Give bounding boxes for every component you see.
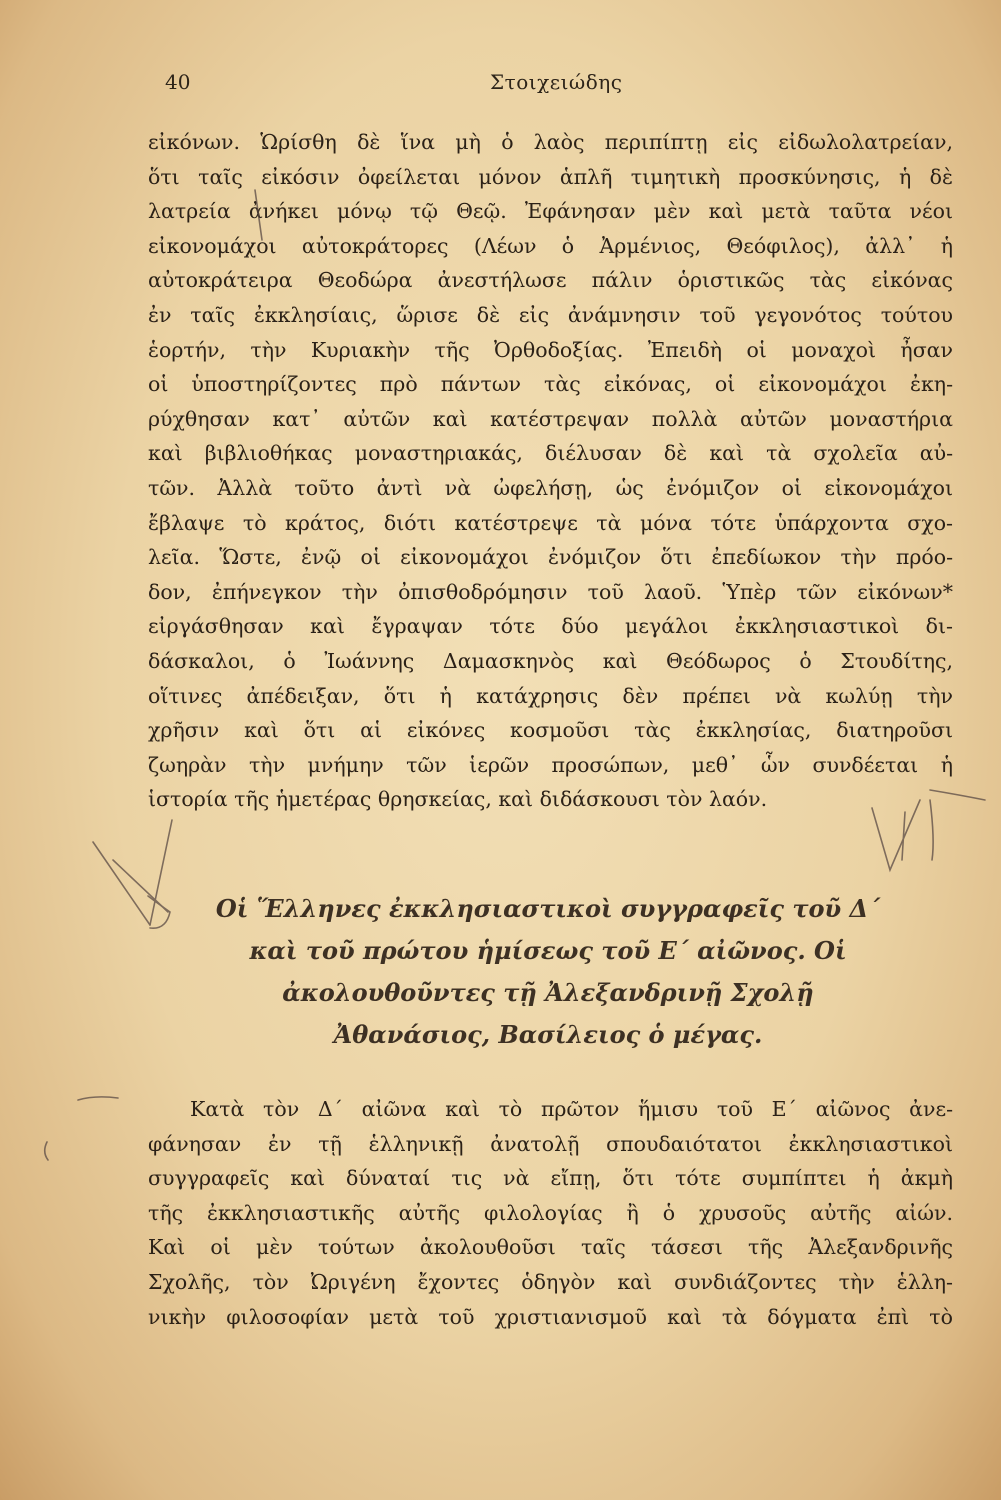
margin-pencil-stroke <box>148 896 170 928</box>
text-line: ρύχθησαν κατ᾿ αὐτῶν καὶ κατέστρεψαν πολλὰ αὐτῶν μοναστήρια <box>148 406 953 431</box>
text-line: λατρεία ἀνήκει μόνῳ τῷ Θεῷ. Ἐφάνησαν μὲν καὶ μετὰ ταῦτα νέοι <box>148 199 953 224</box>
text-line: νικὴν φιλοσοφίαν μετὰ τοῦ χριστιανισμοῦ καὶ τὰ δόγματα ἐπὶ τὸ <box>148 1304 953 1329</box>
text-line: φάνησαν ἐν τῇ ἑλληνικῇ ἀνατολῇ σπουδαιότατοι ἐκκλησιαστικοὶ <box>148 1131 953 1156</box>
running-title: Στοιχειώδης <box>490 70 623 94</box>
margin-pencil-stroke <box>93 842 150 925</box>
text-line: εἰκονομάχοι αὐτοκράτορες (Λέων ὁ Ἀρμένιος, Θεόφιλος), ἀλλ᾿ ἡ <box>148 233 953 258</box>
body-paragraph-1 <box>148 125 953 817</box>
heading-line: ἀκολουθοῦντες τῇ Ἀλεξανδρινῇ Σχολῇ <box>282 978 814 1007</box>
text-line: δάσκαλοι, ὁ Ἰωάννης Δαμασκηνὸς καὶ Θεόδωρος ὁ Στουδίτης, <box>148 648 953 673</box>
text-line: οἵτινες ἀπέδειξαν, ὅτι ἡ κατάχρησις δὲν πρέπει νὰ κωλύῃ τὴν <box>148 683 953 708</box>
text-line: ἑορτήν, τὴν Κυριακὴν τῆς Ὀρθοδοξίας. Ἐπειδὴ οἱ μοναχοὶ ἦσαν <box>148 337 953 362</box>
text-line: Σχολῆς, τὸν Ὠριγένη ἔχοντες ὁδηγὸν καὶ συνδιάζοντες τὴν ἑλλη- <box>148 1269 953 1294</box>
text-line: Κατὰ τὸν Δ΄ αἰῶνα καὶ τὸ πρῶτον ἥμισυ τοῦ Ε΄ αἰῶνος ἀνε- <box>190 1097 953 1121</box>
text-line: εἰργάσθησαν καὶ ἔγραψαν τότε δύο μεγάλοι ἐκκλησιαστικοὶ δι- <box>148 614 953 639</box>
text-line: χρῆσιν καὶ ὅτι αἱ εἰκόνες κοσμοῦσι τὰς ἐκκλησίας, διατηροῦσι <box>148 718 953 743</box>
margin-pencil-stroke <box>902 812 905 860</box>
page-number: 40 <box>165 70 191 94</box>
body-paragraph-2 <box>148 1092 953 1334</box>
text-line: τῶν. Ἀλλὰ τοῦτο ἀντὶ νὰ ὠφελήσῃ, ὡς ἐνόμιζον οἱ εἰκονομάχοι <box>148 475 953 500</box>
text-line: ἱστορία τῆς ἡμετέρας θρησκείας, καὶ διδάσκουσι τὸν λαόν. <box>148 787 768 812</box>
heading-line: Ἀθανάσιος, Βασίλειος ὁ μέγας. <box>333 1020 763 1049</box>
text-line: Καὶ οἱ μὲν τούτων ἀκολουθοῦσι ταῖς τάσεσι τῆς Ἀλεξανδρινῆς <box>148 1235 953 1260</box>
section-heading <box>168 888 928 1056</box>
text-line: αὐτοκράτειρα Θεοδώρα ἀνεστήλωσε πάλιν ὁριστικῶς τὰς εἰκόνας <box>148 268 953 293</box>
text-line: ζωηρὰν τὴν μνήμην τῶν ἱερῶν προσώπων, μεθ᾿ ὧν συνδέεται ἡ <box>148 752 953 777</box>
text-line: τῆς ἐκκλησιαστικῆς αὐτῆς φιλολογίας ἢ ὁ χρυσοῦς αὐτῆς αἰών. <box>148 1200 953 1225</box>
text-line: ἐν ταῖς ἐκκλησίαις, ὥρισε δὲ εἰς ἀνάμνησιν τοῦ γεγονότος τούτου <box>148 302 953 327</box>
text-line: συγγραφεῖς καὶ δύναταί τις νὰ εἴπῃ, ὅτι τότε συμπίπτει ἡ ἀκμὴ <box>148 1166 953 1191</box>
text-line: εἰκόνων. Ὡρίσθη δὲ ἵνα μὴ ὁ λαὸς περιπίπτῃ εἰς εἰδωλολατρείαν, <box>148 130 953 154</box>
page-header <box>0 70 1001 104</box>
heading-line: Οἱ Ἕλληνες ἐκκλησιαστικοὶ συγγραφεῖς τοῦ Δ΄ <box>215 894 881 923</box>
text-line: λεῖα. Ὥστε, ἐνῷ οἱ εἰκονομάχοι ἐνόμιζον ὅτι ἐπεδίωκον τὴν πρόο- <box>148 545 953 570</box>
margin-pencil-stroke <box>113 860 168 912</box>
margin-pencil-stroke <box>45 1142 48 1160</box>
text-line: δον, ἐπήνεγκον τὴν ὀπισθοδρόμησιν τοῦ λαοῦ. Ὑπὲρ τῶν εἰκόνων* <box>148 579 953 604</box>
text-line: καὶ βιβλιοθήκας μοναστηριακάς, διέλυσαν δὲ καὶ τὰ σχολεῖα αὐ- <box>148 441 953 466</box>
text-line: ὅτι ταῖς εἰκόσιν ὀφείλεται μόνον ἁπλῆ τιμητικὴ προσκύνησις, ἡ δὲ <box>148 164 953 189</box>
text-line: οἱ ὑποστηρίζοντες πρὸ πάντων τὰς εἰκόνας, οἱ εἰκονομάχοι ἐκη- <box>148 372 953 397</box>
margin-pencil-stroke <box>78 1097 118 1100</box>
heading-line: καὶ τοῦ πρώτου ἡμίσεως τοῦ Ε΄ αἰῶνος. Οἱ <box>249 936 847 965</box>
text-line: ἔβλαψε τὸ κράτος, διότι κατέστρεψε τὰ μόνα τότε ὑπάρχοντα σχο- <box>148 510 953 535</box>
